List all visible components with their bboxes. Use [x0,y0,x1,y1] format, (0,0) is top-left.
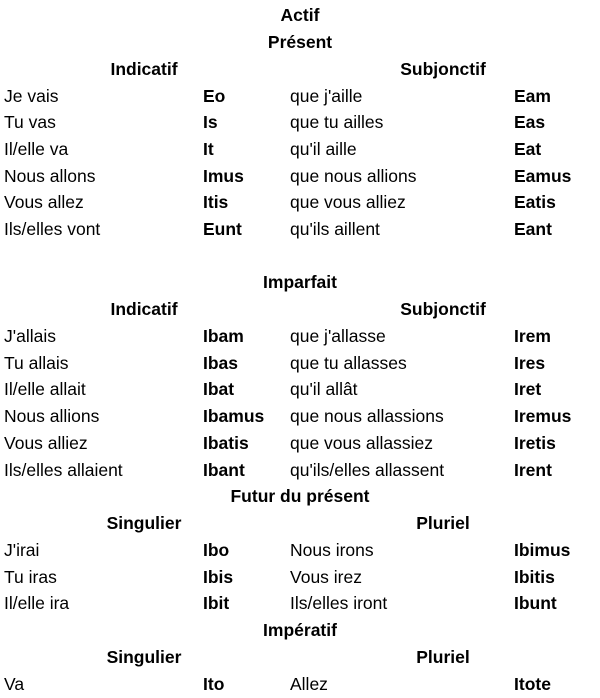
latin-form: Eo [203,85,226,106]
latin-form: Ibunt [514,593,557,614]
french-form: J'irai [4,540,40,560]
french-form: qu'il allât [290,379,358,400]
title: Actif [280,5,320,25]
french-form: Nous irons [290,540,374,560]
imperatif-singulier-label: Singulier [106,647,182,667]
french-form: Allez [290,674,328,694]
imparfait-heading: Imparfait [263,272,337,292]
table-row [0,564,600,591]
french-form: Il/elle va [4,138,69,159]
table-row [0,430,600,457]
table-row [0,350,600,377]
french-form: Ils/elles allaient [4,459,123,480]
table-row [0,216,600,243]
latin-form: Eam [514,85,551,106]
latin-form: Ibas [203,352,239,373]
french-form: que nous allions [290,165,417,186]
french-form: que j'allasse [290,326,386,346]
table-row [0,189,600,216]
futur-number-labels [0,510,600,537]
french-form: Je vais [4,85,59,106]
latin-form: Ibo [203,540,230,560]
french-form: que vous allassiez [290,432,433,453]
french-form: Nous allons [4,165,96,186]
latin-form: Ibam [203,326,244,346]
latin-form: Eat [514,138,542,159]
table-row [0,136,600,163]
french-form: que nous allassions [290,406,444,427]
futur-pluriel-label: Pluriel [416,513,470,533]
table-row [0,163,600,190]
latin-form: Eamus [514,165,572,186]
latin-form: Ires [514,352,546,373]
french-form: Ils/elles iront [290,593,388,614]
present-subjonctif-label: Subjonctif [400,59,486,79]
latin-form: Ibatis [203,432,249,453]
imparfait-subjonctif-label: Subjonctif [400,299,486,319]
latin-form: Itote [514,674,551,694]
latin-form: Itis [203,192,229,213]
latin-form: Ibit [203,593,230,614]
latin-form: Ibat [203,379,235,400]
table-row [0,83,600,110]
table-row [0,323,600,350]
latin-form: It [203,138,214,159]
present-mood-labels [0,56,600,83]
table-row [0,403,600,430]
latin-form: Ibamus [203,406,265,427]
table-row [0,671,600,698]
table-row [0,376,600,403]
imperatif-number-labels [0,644,600,671]
latin-form: Irem [514,326,551,346]
french-form: Tu vas [4,112,56,133]
latin-form: Eant [514,219,552,239]
present-heading: Présent [267,32,333,52]
table-row [0,537,600,564]
imperatif-heading: Impératif [263,620,337,640]
french-form: Tu iras [4,566,57,587]
table-row [0,590,600,617]
latin-form: Ibitis [514,566,555,587]
french-form: que vous alliez [290,192,406,213]
french-form: qu'il aille [290,138,357,159]
imperatif-pluriel-label: Pluriel [416,647,470,667]
futur-heading: Futur du présent [230,486,370,506]
table-row [0,457,600,484]
latin-form: Ibis [203,566,234,587]
french-form: Il/elle allait [4,379,86,400]
latin-form: Irent [514,459,552,480]
french-form: qu'ils aillent [290,219,380,239]
french-form: Nous allions [4,406,100,427]
french-form: Tu allais [4,352,69,373]
latin-form: Imus [203,165,244,186]
latin-form: Iretis [514,432,556,453]
french-form: Vous allez [4,192,84,213]
latin-form: Iremus [514,406,572,427]
imparfait-mood-labels [0,296,600,323]
latin-form: Eas [514,112,546,133]
latin-form: Ibant [203,459,245,480]
futur-singulier-label: Singulier [106,513,182,533]
french-form: Il/elle ira [4,593,70,614]
present-indicatif-label: Indicatif [110,59,178,79]
latin-form: Ito [203,674,225,694]
french-form: Ils/elles vont [4,219,101,239]
table-row [0,109,600,136]
french-form: Vous irez [290,566,362,587]
latin-form: Eunt [203,219,242,239]
french-form: Va [4,674,25,694]
french-form: J'allais [4,326,56,346]
french-form: que j'aille [290,85,363,106]
french-form: qu'ils/elles allassent [290,459,445,480]
latin-form: Is [203,112,218,133]
french-form: Vous alliez [4,432,88,453]
french-form: que tu ailles [290,112,384,133]
latin-form: Iret [514,379,542,400]
latin-form: Ibimus [514,540,571,560]
french-form: que tu allasses [290,352,407,373]
latin-form: Eatis [514,192,556,213]
imparfait-indicatif-label: Indicatif [110,299,178,319]
